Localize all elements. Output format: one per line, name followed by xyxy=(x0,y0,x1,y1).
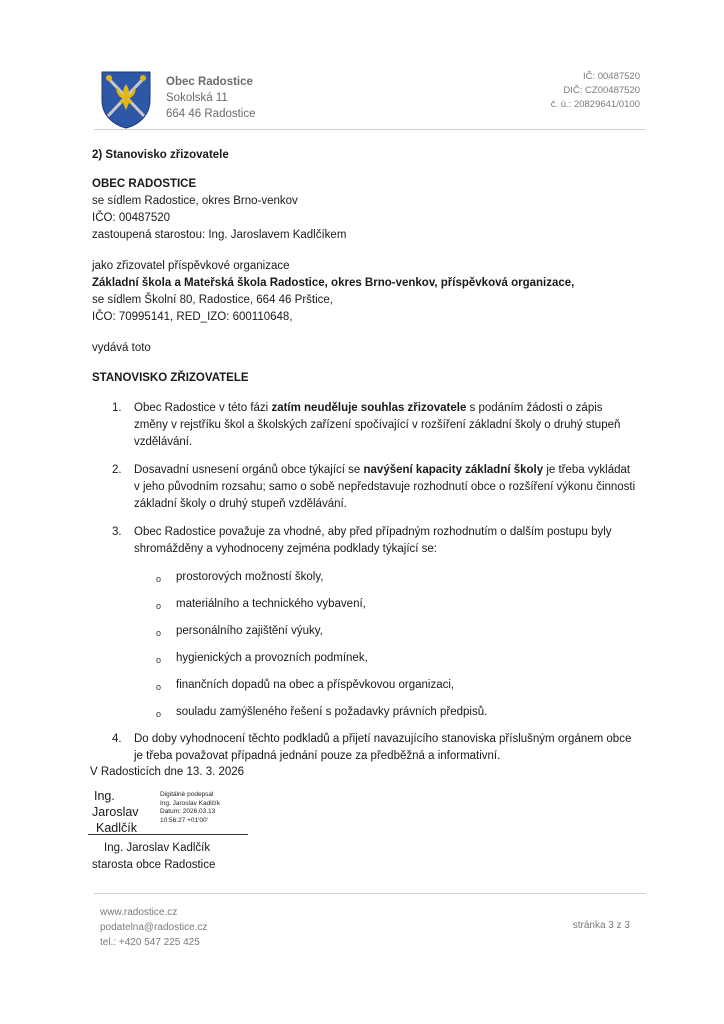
signatory-block xyxy=(92,840,215,874)
founder-representative: zastoupená starostou: Ing. Jaroslavem Kadlčíkem xyxy=(92,229,347,241)
digital-signature-info: Digitálně podepsal Ing. Jaroslav Kadlčík Datum: 2026.03.13 10:56:27 +01'00' xyxy=(160,791,220,824)
header-divider xyxy=(94,129,646,130)
point-number: 1. xyxy=(112,402,122,414)
footer-contacts xyxy=(100,905,207,950)
bullet-icon: o xyxy=(156,628,162,638)
point-text: Dosavadní usnesení orgánů obce týkající se xyxy=(134,464,364,476)
signature-line xyxy=(88,834,248,835)
page-number: stránka 3 z 3 xyxy=(572,920,630,931)
bullet-icon: o xyxy=(156,709,162,719)
bullet-icon: o xyxy=(156,574,162,584)
point-number: 4. xyxy=(112,733,122,745)
bullet-icon: o xyxy=(156,682,162,692)
bullet-icon: o xyxy=(156,601,162,611)
supporting-documents-list xyxy=(92,569,637,721)
footer-email[interactable]: podatelna@radostice.cz xyxy=(100,922,208,933)
statement-point-3 xyxy=(92,524,637,558)
dic-number: DIČ: CZ00487520 xyxy=(563,85,640,96)
municipality-identifiers xyxy=(551,70,640,112)
point-text: je třeba vykládat v jeho původním rozsahu; samo o sobě nepředstavuje rozhodnutí obce o rozšíření výkonu činnosti základní školy o druhý stupeň vzdělávání. xyxy=(134,464,636,510)
bullet-icon: o xyxy=(156,655,162,665)
list-item: o materiálního a technického vybavení, xyxy=(92,596,637,613)
footer-phone: tel.: +420 547 225 425 xyxy=(100,937,200,948)
list-item: o finančních dopadů na obec a příspěvkovou organizaci, xyxy=(92,677,637,694)
list-item: o hygienických a provozních podmínek, xyxy=(92,650,637,667)
organization-name: Základní škola a Mateřská škola Radostice, okres Brno-venkov, příspěvková organizace, xyxy=(92,277,575,289)
point-text: Obec Radostice v této fázi xyxy=(134,402,272,414)
point-text: s podáním žádosti o zápis změny v rejstříku škol a školských zařízení spočívající v rozšíření základní školy o druhý stupeň vzdělávání. xyxy=(134,402,621,448)
founder-name: OBEC RADOSTICE xyxy=(92,178,197,190)
point-emphasis: navýšení kapacity základní školy xyxy=(363,464,544,476)
founder-ico: IČO: 00487520 xyxy=(92,212,171,224)
section-title: 2) Stanovisko zřizovatele xyxy=(92,149,229,161)
footer-divider xyxy=(94,893,646,894)
founder-seat: se sídlem Radostice, okres Brno-venkov xyxy=(92,195,298,207)
municipality-address xyxy=(166,74,256,122)
footer-website[interactable]: www.radostice.cz xyxy=(100,907,178,918)
list-item: o souladu zamýšleného řešení s požadavky právních předpisů. xyxy=(92,704,637,721)
issues-line: vydává toto xyxy=(92,342,151,354)
organization-role: jako zřizovatel příspěvkové organizace xyxy=(92,260,290,272)
ic-number: IČ: 00487520 xyxy=(582,71,640,82)
municipality-street: Sokolská 11 xyxy=(166,92,228,104)
point-number: 3. xyxy=(112,526,122,538)
organization-seat: se sídlem Školní 80, Radostice, 664 46 Prštice, xyxy=(92,294,333,306)
signatory-title: starosta obce Radostice xyxy=(92,859,216,871)
coat-of-arms-icon xyxy=(100,70,152,130)
municipality-name: Obec Radostice xyxy=(166,76,253,88)
organization-ids: IČO: 70995141, RED_IZO: 600110648, xyxy=(92,311,293,323)
point-number: 2. xyxy=(112,464,122,476)
signatory-name: Ing. Jaroslav Kadlčík xyxy=(104,842,211,854)
statement-points xyxy=(92,400,637,776)
statement-title: STANOVISKO ZŘIZOVATELE xyxy=(92,372,249,384)
point-emphasis: zatím neuděluje souhlas zřizovatele xyxy=(271,402,467,414)
date-line: V Radosticích dne 13. 3. 2026 xyxy=(90,766,245,778)
point-text: Obec Radostice považuje za vhodné, aby před případným rozhodnutím o dalším postupu byly shromážděny a vyhodnoceny zejména podklady týkající se: xyxy=(134,526,612,555)
list-item: o personálního zajištění výuky, xyxy=(92,623,637,640)
statement-point-1 xyxy=(92,400,637,451)
municipality-city: 664 46 Radostice xyxy=(166,108,256,120)
point-text: Do doby vyhodnocení těchto podkladů a přijetí navazujícího stanoviska příslušným orgánem obce je třeba považovat případná jednání pouze za předběžná a informativní. xyxy=(134,733,632,762)
list-item: o prostorových možností školy, xyxy=(92,569,637,586)
digital-signature-name: Ing. Jaroslav Kadlčík xyxy=(92,789,139,835)
statement-point-4 xyxy=(92,731,637,765)
statement-point-2 xyxy=(92,462,637,513)
bank-account: č. ú.: 20829641/0100 xyxy=(550,99,640,110)
